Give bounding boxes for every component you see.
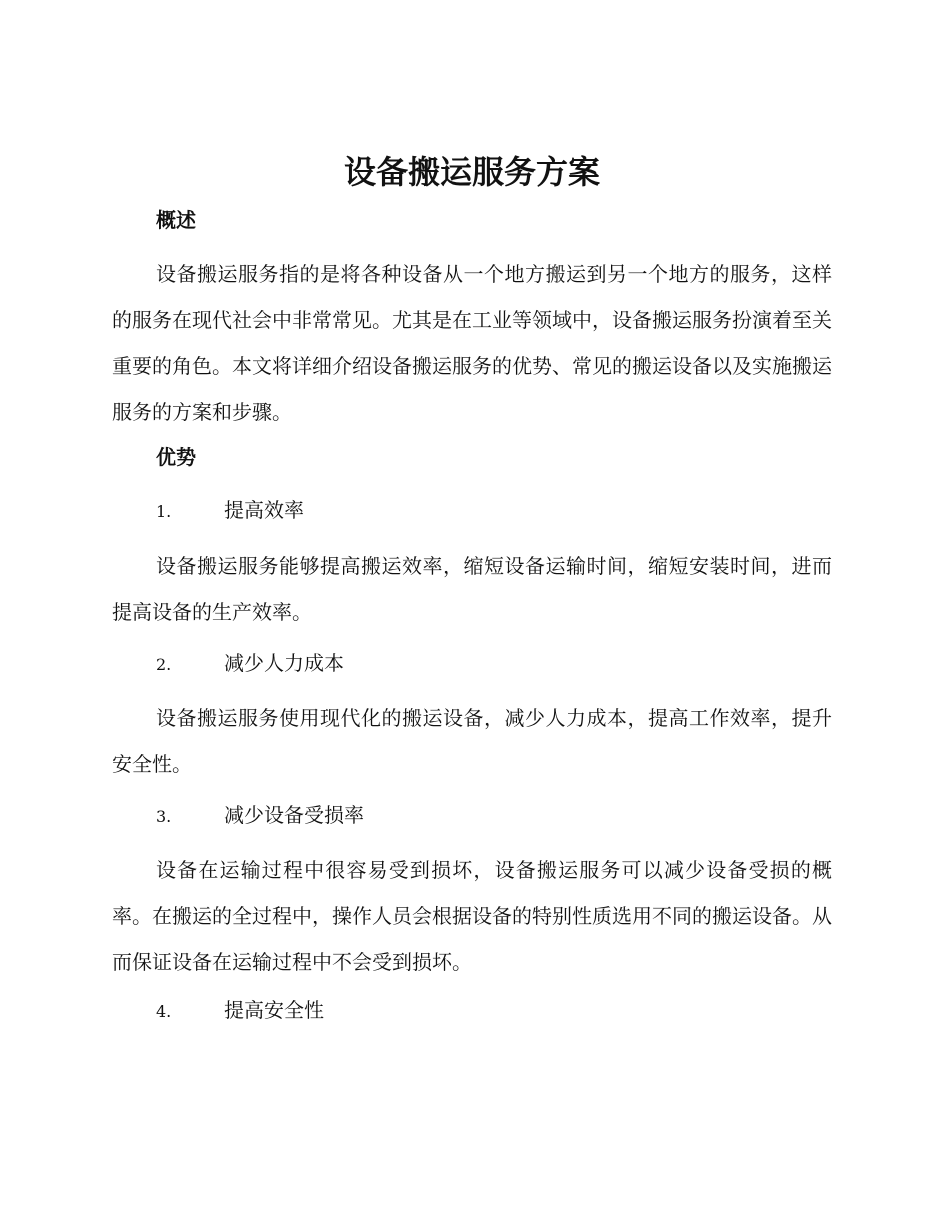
section-heading-advantages: 优势 — [156, 445, 196, 469]
section-heading-overview: 概述 — [156, 208, 196, 232]
list-item-title: 提高安全性 — [224, 998, 324, 1022]
document-page — [112, 0, 832, 1230]
item-3-paragraph: 设备在运输过程中很容易受到损坏，设备搬运服务可以减少设备受损的概率。在搬运的全过程中，操作人员会根据设备的特别性质选用不同的搬运设备。从而保证设备在运输过程中不会受到损坏。 — [112, 858, 832, 974]
list-item-4 — [156, 996, 324, 1026]
list-item-number: 4. — [156, 1002, 172, 1021]
item-2-paragraph: 设备搬运服务使用现代化的搬运设备，减少人力成本，提高工作效率，提升安全性。 — [112, 706, 832, 776]
list-item-title: 提高效率 — [224, 498, 304, 522]
list-item-title: 减少人力成本 — [224, 651, 344, 675]
item-1-paragraph: 设备搬运服务能够提高搬运效率，缩短设备运输时间，缩短安装时间，进而提高设备的生产效率。 — [112, 554, 832, 624]
document-title: 设备搬运服务方案 — [343, 153, 600, 191]
list-item-2 — [156, 649, 344, 679]
list-item-number: 1. — [156, 502, 172, 521]
list-item-number: 2. — [156, 655, 172, 674]
list-item-number: 3. — [156, 807, 172, 826]
list-item-1 — [156, 496, 304, 526]
overview-paragraph: 设备搬运服务指的是将各种设备从一个地方搬运到另一个地方的服务，这样的服务在现代社会中非常常见。尤其是在工业等领域中，设备搬运服务扮演着至关重要的角色。本文将详细介绍设备搬运服务的优势、常见的搬运设备以及实施搬运服务的方案和步骤。 — [112, 262, 832, 424]
list-item-title: 减少设备受损率 — [224, 803, 364, 827]
list-item-3 — [156, 801, 364, 831]
